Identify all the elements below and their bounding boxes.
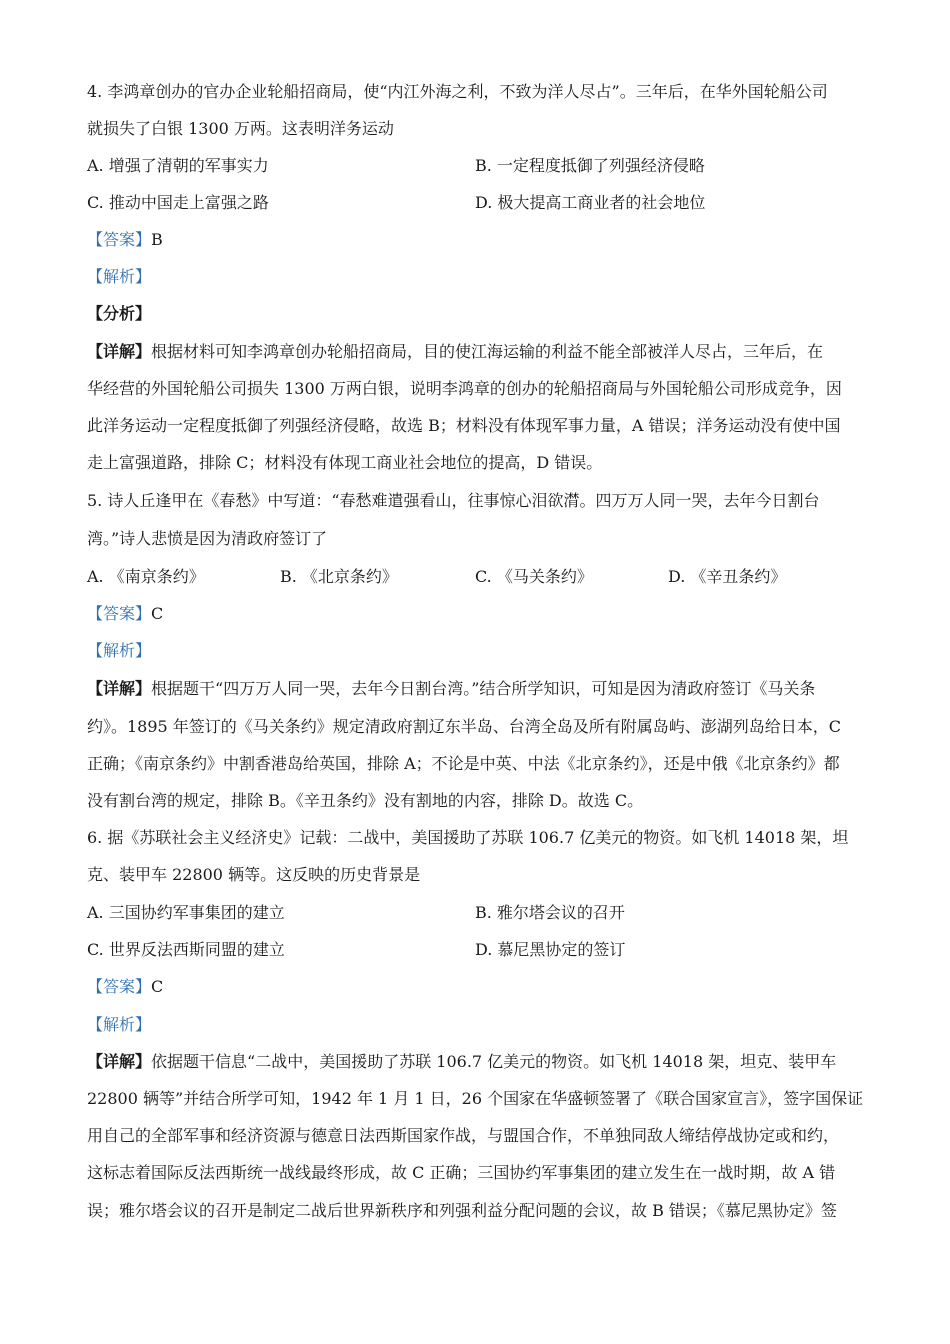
q4-stem-line-1: 4. 李鸿章创办的官办企业轮船招商局，使“内江外海之利，不致为洋人尽占”。三年后，在华外国轮船公司 (87, 82, 828, 101)
q6-answer-line (87, 975, 163, 999)
q5-answer: C (151, 604, 164, 623)
q4-stem-line-2: 就损失了白银 1300 万两。这表明洋务运动 (87, 119, 394, 138)
q4-option-b: B. 一定程度抵御了列强经济侵略 (475, 156, 705, 175)
q5-option-b: B. 《北京条约》 (280, 567, 398, 586)
q4-detail-line-2: 华经营的外国轮船公司损失 1300 万两白银，说明李鸿章的创办的轮船招商局与外国轮船公司形成竞争，因 (87, 379, 842, 398)
q6-detail-line-2: 22800 辆等”并结合所学可知，1942 年 1 月 1 日，26 个国家在华盛顿签署了《联合国家宣言》，签字国保证 (87, 1089, 864, 1108)
q4-answer: B (151, 230, 163, 249)
q4-fenxi-tag: 【分析】 (87, 304, 152, 323)
q4-detail-tag: 【详解】 (87, 342, 152, 361)
q5-answer-tag: 【答案】 (87, 604, 152, 623)
q4-analysis-tag: 【解析】 (87, 267, 152, 286)
q6-detail-line-1 (87, 1050, 836, 1074)
q5-stem-line-1: 5. 诗人丘逢甲在《春愁》中写道：“春愁难遣强看山，往事惊心泪欲潸。四万万人同一哭，去年今日割台 (87, 491, 820, 510)
q5-analysis-tag: 【解析】 (87, 641, 152, 660)
q4-detail-line-4: 走上富强道路，排除 C；材料没有体现工商业社会地位的提高，D 错误。 (87, 453, 603, 472)
q4-detail-line-3: 此洋务运动一定程度抵御了列强经济侵略，故选 B；材料没有体现军事力量，A 错误；洋务运动没有使中国 (87, 416, 841, 435)
q6-option-d: D. 慕尼黑协定的签订 (475, 940, 626, 959)
q6-stem-line-1: 6. 据《苏联社会主义经济史》记载：二战中，美国援助了苏联 106.7 亿美元的物资。如飞机 14018 架，坦 (87, 828, 849, 847)
q6-detail-text-1: 依据题干信息“二战中，美国援助了苏联 106.7 亿美元的物资。如飞机 14018 架，坦克、装甲车 (151, 1052, 837, 1071)
q5-detail-tag: 【详解】 (87, 679, 152, 698)
q4-option-d: D. 极大提高工商业者的社会地位 (475, 193, 706, 212)
q5-detail-text-1: 根据题干“四万万人同一哭，去年今日割台湾。”结合所学知识，可知是因为清政府签订《马关条 (151, 679, 816, 698)
q6-detail-line-4: 这标志着国际反法西斯统一战线最终形成，故 C 正确；三国协约军事集团的建立发生在一战时期，故 A 错 (87, 1163, 836, 1182)
q6-detail-line-5: 误；雅尔塔会议的召开是制定二战后世界新秩序和列强利益分配问题的会议，故 B 错误；《慕尼黑协定》签 (87, 1201, 837, 1220)
q5-stem-line-2: 湾。”诗人悲愤是因为清政府签订了 (87, 529, 328, 548)
q4-answer-line (87, 228, 163, 252)
q6-option-b: B. 雅尔塔会议的召开 (475, 903, 625, 922)
q4-detail-line-1 (87, 340, 823, 364)
q6-option-c: C. 世界反法西斯同盟的建立 (87, 940, 285, 959)
q6-answer-tag: 【答案】 (87, 977, 152, 996)
q6-detail-tag: 【详解】 (87, 1052, 152, 1071)
q6-detail-line-3: 用自己的全部军事和经济资源与德意日法西斯国家作战，与盟国合作，不单独同敌人缔结停战协定或和约， (87, 1126, 840, 1145)
q5-detail-line-3: 正确；《南京条约》中割香港岛给英国，排除 A；不论是中英、中法《北京条约》，还是中俄《北京条约》都 (87, 754, 840, 773)
q6-option-a: A. 三国协约军事集团的建立 (87, 903, 285, 922)
q5-detail-line-1 (87, 677, 815, 701)
q5-option-a: A. 《南京条约》 (87, 567, 205, 586)
q6-answer: C (151, 977, 164, 996)
q6-stem-line-2: 克、装甲车 22800 辆等。这反映的历史背景是 (87, 865, 421, 884)
q4-answer-tag: 【答案】 (87, 230, 152, 249)
q5-option-d: D. 《辛丑条约》 (668, 567, 787, 586)
q5-detail-line-4: 没有割台湾的规定，排除 B。《辛丑条约》没有割地的内容，排除 D。故选 C。 (87, 791, 644, 810)
q4-detail-text-1: 根据材料可知李鸿章创办轮船招商局，目的使江海运输的利益不能全部被洋人尽占，三年后，在 (151, 342, 824, 361)
q5-detail-line-2: 约》。1895 年签订的《马关条约》规定清政府割辽东半岛、台湾全岛及所有附属岛屿、澎湖列岛给日本，C (87, 717, 842, 736)
q4-option-c: C. 推动中国走上富强之路 (87, 193, 269, 212)
q5-option-c: C. 《马关条约》 (475, 567, 593, 586)
q5-answer-line (87, 602, 163, 626)
q4-option-a: A. 增强了清朝的军事实力 (87, 156, 269, 175)
q6-analysis-tag: 【解析】 (87, 1015, 152, 1034)
